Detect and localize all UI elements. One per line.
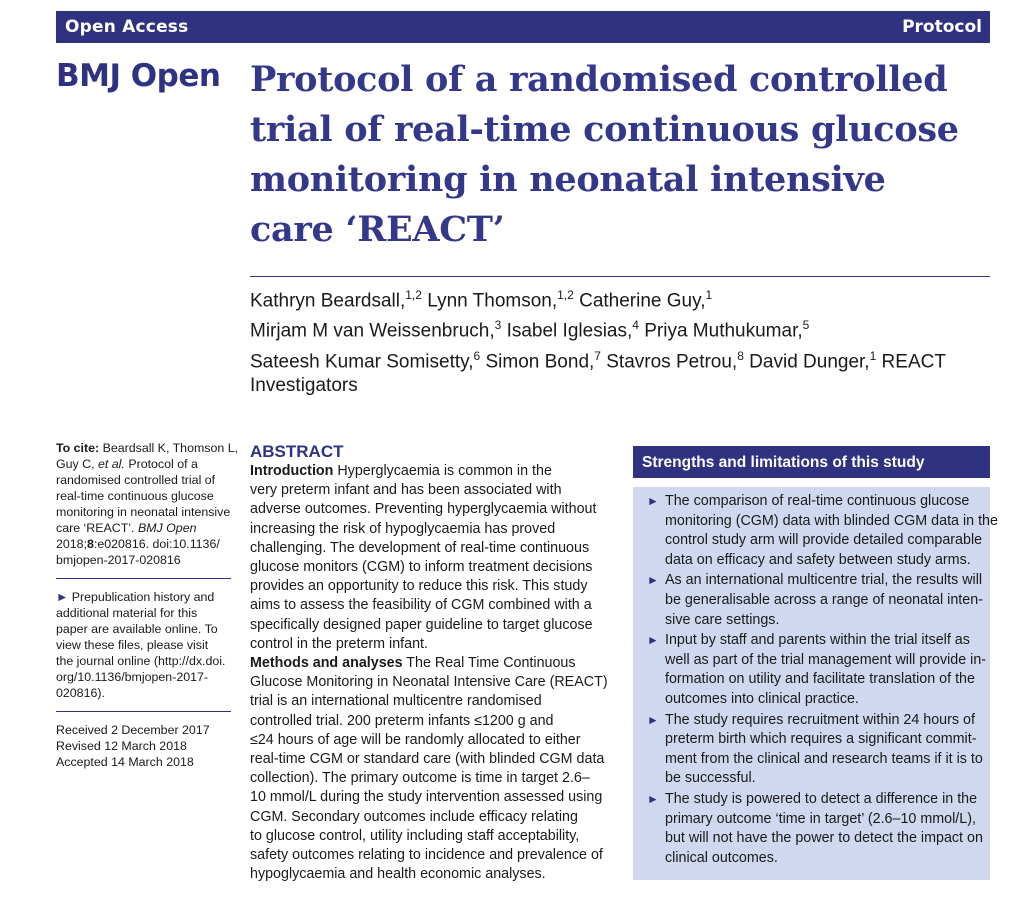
cite-label: To cite: — [56, 441, 100, 455]
affiliation-ref: 6 — [473, 348, 481, 363]
affiliation-ref: 1 — [705, 288, 713, 302]
prepub-line — [56, 589, 236, 605]
affiliation-ref: 1,2 — [557, 288, 574, 302]
author-line — [250, 344, 990, 374]
item-line: Input by staff and parents within the trial itself as — [665, 632, 970, 649]
affiliation-ref: 3 — [494, 318, 502, 333]
citation-text: Protocol of a — [124, 457, 198, 471]
citation-text: care ‘REACT’. — [56, 521, 138, 535]
sidebar-divider — [56, 711, 231, 712]
abstract-line: adverse outcomes. Preventing hyperglycaemia without — [250, 501, 597, 518]
citation-line — [56, 456, 236, 472]
abstract-text: The Real Time Continuous — [402, 655, 576, 672]
author-name[interactable]: David Dunger, — [743, 350, 870, 372]
abstract-line: to glucose control, utility including staff acceptability, — [250, 827, 580, 844]
author-list — [250, 283, 990, 398]
author-name[interactable]: Mirjam M van Weissenbruch, — [250, 320, 495, 342]
strengths-list — [647, 492, 998, 869]
limitation-item — [647, 711, 983, 789]
item-line: preterm birth which requires a significant commit- — [665, 731, 977, 748]
citation-line[interactable]: bmjopen-2017-020816 — [56, 553, 181, 567]
item-line: monitoring (CGM) data with blinded CGM data in the — [665, 512, 998, 529]
citation-block — [56, 440, 239, 568]
citation-line: monitoring in neonatal intensive — [56, 505, 231, 519]
triangle-right-icon: ► — [647, 573, 659, 588]
abstract-line: increasing the risk of hypoglycaemia has proved — [250, 520, 556, 537]
affiliation-ref: 7 — [594, 348, 601, 363]
item-line: clinical outcomes. — [665, 849, 778, 866]
article-dates — [56, 722, 236, 770]
citation-line: real-time continuous glucose — [56, 489, 214, 503]
strengths-limitations-box — [633, 446, 998, 880]
citation-line — [56, 520, 236, 536]
prepub-line: view these files, please visit — [56, 638, 209, 652]
author-name[interactable]: Kathryn Beardsall, — [250, 290, 406, 312]
citation-text: Guy C, — [56, 457, 98, 471]
prepub-text: Prepublication history and — [68, 590, 215, 604]
title-line: care ‘REACT’ — [250, 209, 505, 250]
author-name[interactable]: Lynn Thomson, — [421, 290, 558, 312]
box-title-gap — [633, 478, 990, 487]
item-line: As an international multicentre trial, the results will — [665, 572, 983, 589]
citation-text: Beardsall K, Thomson L, — [99, 441, 239, 455]
sidebar-divider — [56, 578, 231, 579]
limitation-item — [647, 790, 983, 868]
citation-etal: et al. — [98, 457, 125, 471]
affiliation-ref: 1,2 — [405, 288, 422, 302]
prepub-link-line[interactable]: the journal online (http://dx.doi. — [56, 654, 226, 668]
citation-line: randomised controlled trial of — [56, 473, 216, 487]
author-line: Investigators — [250, 374, 358, 396]
item-line: but will not have the power to detect the impact on — [665, 830, 983, 847]
prepub-line: additional material for this — [56, 606, 198, 620]
author-name[interactable]: Catherine Guy, — [573, 290, 706, 312]
abstract-line — [250, 462, 620, 481]
strength-item — [647, 631, 987, 709]
title-divider — [250, 276, 990, 277]
item-line: The comparison of real-time continuous glucose — [665, 493, 970, 509]
abstract-line: glucose monitors (CGM) to inform treatment decisions — [250, 559, 593, 576]
methods-label: Methods and analyses — [250, 655, 403, 672]
abstract-line: hypoglycaemia and health economic analyses. — [250, 866, 546, 883]
prepub-line: paper are available online. To — [56, 622, 218, 636]
abstract-line: safety outcomes relating to incidence and prevalence of — [250, 847, 603, 864]
title-line: monitoring in neonatal intensive — [250, 159, 886, 200]
received-date: Received 2 December 2017 — [56, 723, 210, 737]
abstract-line: ≤24 hours of age will be randomly allocated to either — [250, 731, 581, 748]
item-line: be successful. — [665, 770, 756, 787]
article-title — [250, 55, 959, 255]
abstract-line: CGM. Secondary outcomes include efficacy relating — [250, 808, 578, 825]
citation-volume: 8 — [87, 537, 94, 551]
citation-journal: BMJ Open — [137, 521, 197, 535]
strength-item — [647, 492, 998, 570]
abstract-line — [250, 654, 620, 673]
item-line: The study requires recruitment within 24 hours of — [665, 711, 975, 728]
prepub-link-line[interactable]: 020816). — [56, 686, 105, 700]
abstract-line: collection). The primary outcome is time in target 2.6– — [250, 770, 590, 787]
abstract-line: 10 mmol/L during the study intervention assessed using — [250, 789, 603, 806]
box-title: Strengths and limitations of this study — [633, 446, 990, 478]
introduction-label: Introduction — [250, 463, 334, 479]
triangle-right-icon: ► — [647, 791, 659, 806]
item-line: data on efficacy and safety between study arms. — [665, 551, 971, 568]
author-name[interactable]: Simon Bond, — [480, 350, 595, 372]
revised-date: Revised 12 March 2018 — [56, 739, 187, 753]
title-line: Protocol of a randomised controlled — [250, 59, 948, 100]
abstract-line: aims to assess the feasibility of CGM combined with a — [250, 597, 592, 614]
strength-item — [647, 571, 983, 630]
item-line: outcomes into clinical practice. — [665, 690, 859, 707]
prepublication-note — [56, 589, 236, 701]
triangle-right-icon: ► — [647, 633, 659, 648]
citation-doi[interactable]: :e020816. doi:10.1136/ — [93, 537, 220, 551]
affiliation-ref: 1 — [869, 348, 877, 363]
item-line: sive care settings. — [665, 611, 780, 628]
item-line: primary outcome ‘time in target’ (2.6–10 mmol/L), — [665, 810, 976, 827]
author-name[interactable]: Priya Muthukumar, — [638, 320, 803, 342]
item-line: The study is powered to detect a difference in the — [665, 790, 978, 807]
abstract-line: real-time CGM or standard care (with blinded CGM data — [250, 751, 605, 768]
affiliation-ref: 8 — [737, 348, 744, 363]
author-line — [250, 313, 990, 343]
title-line: trial of real-time continuous glucose — [250, 109, 959, 150]
open-access-label: Open Access — [65, 17, 189, 37]
group-author: REACT — [876, 350, 946, 372]
abstract-section — [250, 442, 620, 884]
author-name[interactable]: Stavros Petrou, — [600, 350, 738, 372]
affiliation-ref: 4 — [632, 318, 639, 333]
header-bar — [56, 11, 990, 43]
item-line: formation on utility and facilitate translation of the — [665, 671, 975, 688]
abstract-line: Glucose Monitoring in Neonatal Intensive Care (REACT) — [250, 674, 608, 691]
abstract-line: provides an opportunity to reduce this risk. This study — [250, 578, 588, 595]
triangle-right-icon: ► — [647, 494, 659, 508]
prepub-link-line[interactable]: org/10.1136/bmjopen-2017- — [56, 670, 209, 684]
abstract-line: control in the preterm infant. — [250, 635, 429, 652]
abstract-line: very preterm infant and has been associated with — [250, 482, 562, 499]
item-line: control study arm will provide detailed comparable — [665, 532, 983, 549]
abstract-heading: ABSTRACT — [250, 442, 344, 461]
abstract-line: specifically designed paper guideline to target glucose — [250, 616, 593, 633]
triangle-right-icon: ► — [56, 590, 69, 604]
article-type-label: Protocol — [902, 17, 982, 37]
item-line: ment from the clinical and research teams if it is to — [665, 750, 983, 767]
abstract-line: challenging. The development of real-time continuous — [250, 539, 590, 556]
accepted-date: Accepted 14 March 2018 — [56, 755, 194, 769]
abstract-text: Hyperglycaemia is common in the — [333, 463, 552, 479]
abstract-line: trial is an international multicentre randomised — [250, 693, 542, 710]
citation-line — [56, 536, 236, 552]
item-line: be generalisable across a range of neonatal inten- — [665, 591, 983, 608]
journal-logo: BMJ Open — [56, 58, 221, 94]
affiliation-ref: 5 — [802, 318, 810, 333]
item-line: well as part of the trial management will provide in- — [665, 651, 987, 668]
author-name[interactable]: Isabel Iglesias, — [501, 320, 633, 342]
citation-line — [56, 440, 239, 456]
citation-sidebar — [56, 440, 239, 770]
author-name[interactable]: Sateesh Kumar Somisetty, — [250, 350, 474, 372]
author-line — [250, 283, 990, 313]
citation-text: 2018; — [56, 537, 88, 551]
abstract-line: controlled trial. 200 preterm infants ≤1200 g and — [250, 712, 554, 729]
triangle-right-icon: ► — [647, 712, 659, 727]
